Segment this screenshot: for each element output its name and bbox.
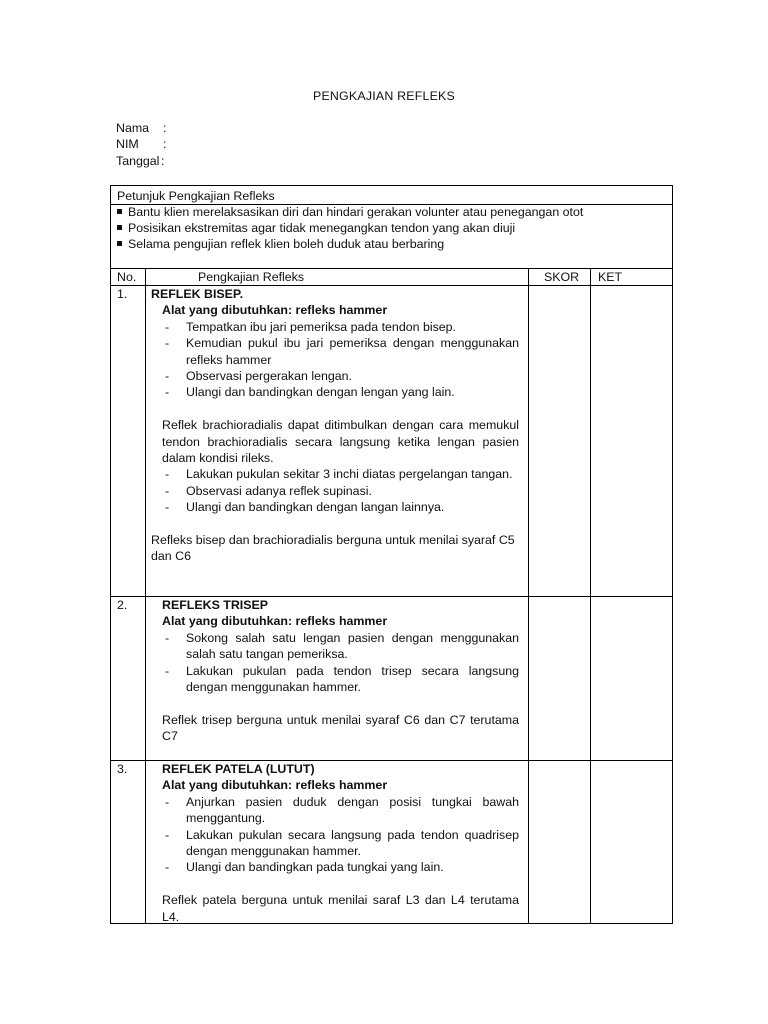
step-item: - Anjurkan pasien duduk dengan posisi tungkai bawah menggantung. xyxy=(162,794,519,827)
identity-date-row xyxy=(116,153,236,169)
instructions-list xyxy=(117,204,583,253)
identity-name-label: Nama xyxy=(116,121,150,135)
instruction-text: Bantu klien merelaksasikan diri dan hindari gerakan volunter atau penegangan otot xyxy=(128,205,584,219)
reflex-paragraph: Reflek brachioradialis dapat ditimbulkan dengan cara memukul tendon brachioradialis secara langsung ketika lengan pasien dalam kondisi rileks. xyxy=(162,418,519,465)
step-item: - Kemudian pukul ibu jari pemeriksa dengan menggunakan refleks hammer xyxy=(162,335,519,368)
reflex-note: Refleks bisep dan brachioradialis berguna untuk menilai syaraf C5 dan C6 xyxy=(151,532,515,564)
identity-nim-colon: : xyxy=(163,137,167,152)
step-list xyxy=(162,630,519,696)
table-divider xyxy=(111,268,672,269)
step-item: - Observasi pergerakan lengan. xyxy=(162,368,519,384)
instruction-item xyxy=(117,204,583,220)
step-item: - Ulangi dan bandingkan dengan lengan yang lain. xyxy=(162,384,519,400)
square-bullet-icon xyxy=(117,209,122,214)
reflex-note: Reflek trisep berguna untuk menilai syaraf C6 dan C7 terutama C7 xyxy=(162,712,519,744)
column-divider xyxy=(145,268,146,923)
tool-required: Alat yang dibutuhkan: refleks hammer xyxy=(162,778,388,793)
row-number: 1. xyxy=(117,287,128,301)
table-row-triceps xyxy=(162,597,519,745)
row-number: 2. xyxy=(117,598,128,612)
reflex-content xyxy=(151,302,519,515)
identity-name-colon: : xyxy=(163,121,167,135)
reflex-title: REFLEK PATELA (LUTUT) xyxy=(162,762,315,776)
reflex-note: Reflek patela berguna untuk menilai saraf L3 dan L4 terutama L4. xyxy=(162,893,519,924)
identity-name-row xyxy=(116,120,236,136)
step-list xyxy=(162,466,519,515)
step-item: - Tempatkan ibu jari pemeriksa pada tendon bisep. xyxy=(162,319,519,335)
step-list xyxy=(162,794,519,876)
header-score: SKOR xyxy=(544,270,580,284)
instruction-text: Selama pengujian reflek klien boleh duduk atau berbaring xyxy=(128,237,445,252)
column-divider xyxy=(528,268,529,923)
step-item: - Lakukan pukulan secara langsung pada tendon quadrisep dengan menggunakan hammer. xyxy=(162,827,519,860)
header-no: No. xyxy=(117,270,137,284)
instruction-item xyxy=(117,220,583,236)
column-divider xyxy=(590,268,591,923)
reflex-title: REFLEKS TRISEP xyxy=(162,598,269,612)
step-item: - Lakukan pukulan pada tendon trisep secara langsung dengan menggunakan hammer. xyxy=(162,663,519,696)
reflex-title: REFLEK BISEP. xyxy=(151,287,244,301)
assessment-table xyxy=(110,185,673,924)
row-number: 3. xyxy=(117,762,128,776)
step-list xyxy=(162,319,519,401)
header-assessment: Pengkajian Refleks xyxy=(198,270,305,284)
identity-date-colon: : xyxy=(161,153,165,168)
step-item: - Ulangi dan bandingkan dengan langan lainnya. xyxy=(162,499,519,515)
header-note: KET xyxy=(598,270,623,284)
page-title: PENGKAJIAN REFLEKS xyxy=(312,89,455,103)
identity-nim-label: NIM xyxy=(116,137,139,152)
instruction-text: Posisikan ekstremitas agar tidak menegangkan tendon yang akan diuji xyxy=(128,221,516,236)
step-item: - Sokong salah satu lengan pasien dengan menggunakan salah satu tangan pemeriksa. xyxy=(162,630,519,663)
table-row-patella xyxy=(162,761,519,925)
table-row-biceps xyxy=(151,286,519,565)
step-item: - Ulangi dan bandingkan pada tungkai yang lain. xyxy=(162,859,519,875)
square-bullet-icon xyxy=(117,241,122,246)
square-bullet-icon xyxy=(117,225,122,230)
tool-required: Alat yang dibutuhkan: refleks hammer xyxy=(162,614,388,629)
identity-block xyxy=(116,120,236,169)
instruction-item xyxy=(117,236,583,252)
tool-required: Alat yang dibutuhkan: refleks hammer xyxy=(162,303,388,318)
instructions-title: Petunjuk Pengkajian Refleks xyxy=(117,189,275,203)
identity-date-label: Tanggal xyxy=(116,153,160,168)
identity-nim-row xyxy=(116,136,236,152)
step-item: - Observasi adanya reflek supinasi. xyxy=(162,483,519,499)
step-item: - Lakukan pukulan sekitar 3 inchi diatas pergelangan tangan. xyxy=(162,466,519,482)
